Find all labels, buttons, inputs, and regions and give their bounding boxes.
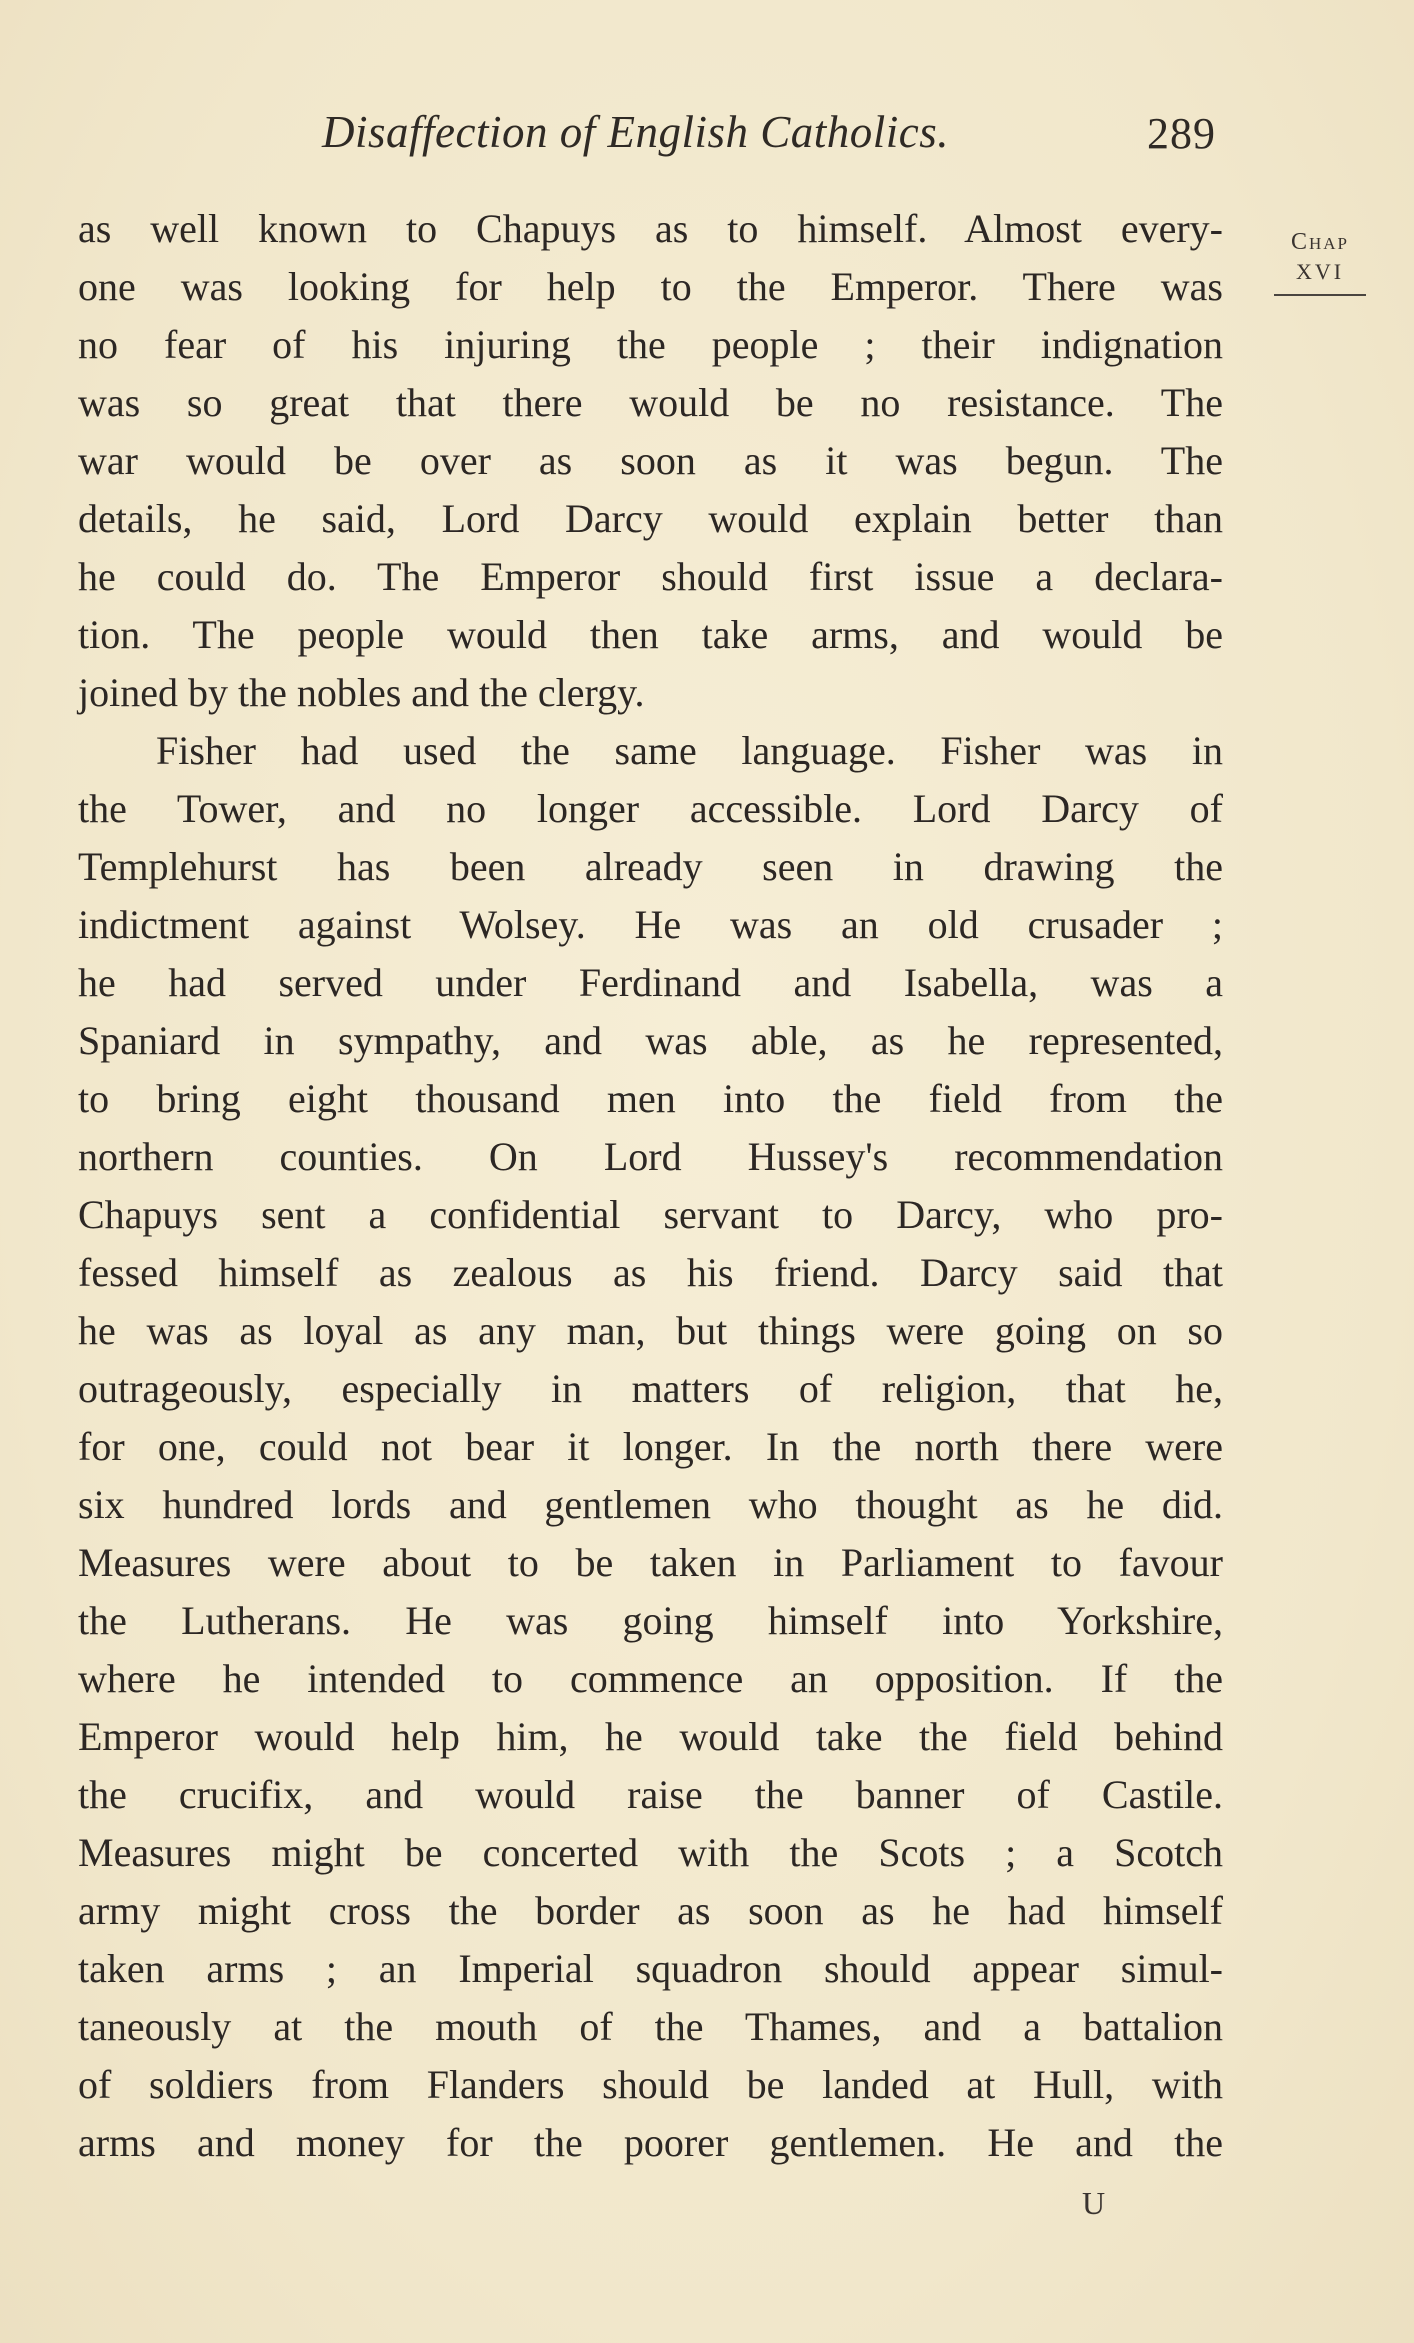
text-line: the Tower, and no longer accessible. Lord Darcy of (78, 786, 1223, 831)
running-head-title: Disaffection of English Catholics. (322, 107, 949, 157)
signature-mark: U (1082, 2185, 1107, 2221)
text-line: he could do. The Emperor should first issue a declara- (78, 554, 1223, 599)
text-line: as well known to Chapuys as to himself. Almost every- (78, 206, 1223, 251)
margin-chapter-note (1270, 228, 1370, 296)
page-number: 289 (1147, 109, 1216, 158)
text-line: tion. The people would then take arms, and would be (78, 612, 1223, 657)
text-line: where he intended to commence an opposition. If the (78, 1656, 1223, 1701)
text-line: Fisher had used the same language. Fisher was in (156, 728, 1223, 773)
text-line: to bring eight thousand men into the field from the (78, 1076, 1223, 1121)
text-line: Spaniard in sympathy, and was able, as he represented, (78, 1018, 1223, 1063)
margin-chapter-number: XVI (1274, 257, 1366, 296)
text-line: arms and money for the poorer gentlemen. He and the (78, 2120, 1223, 2165)
text-line: the Lutherans. He was going himself into Yorkshire, (78, 1598, 1223, 1643)
text-line: one was looking for help to the Emperor. There was (78, 264, 1223, 309)
text-line: details, he said, Lord Darcy would explain better than (78, 496, 1223, 541)
text-line: fessed himself as zealous as his friend. Darcy said that (78, 1250, 1223, 1295)
text-line: for one, could not bear it longer. In the north there were (78, 1424, 1223, 1469)
body-text (78, 200, 1223, 2172)
text-line: he was as loyal as any man, but things were going on so (78, 1308, 1223, 1353)
text-line: Measures were about to be taken in Parliament to favour (78, 1540, 1223, 1585)
text-line: no fear of his injuring the people ; their indignation (78, 322, 1223, 367)
margin-chapter-label: Chap (1290, 229, 1350, 255)
text-line: indictment against Wolsey. He was an old crusader ; (78, 902, 1223, 947)
text-line: army might cross the border as soon as he had himself (78, 1888, 1223, 1933)
text-line: was so great that there would be no resistance. The (78, 380, 1223, 425)
text-line: joined by the nobles and the clergy. (78, 670, 645, 715)
text-line: of soldiers from Flanders should be landed at Hull, with (78, 2062, 1223, 2107)
text-line: taken arms ; an Imperial squadron should appear simul- (78, 1946, 1223, 1991)
text-line: taneously at the mouth of the Thames, and a battalion (78, 2004, 1223, 2049)
text-line: Chapuys sent a confidential servant to Darcy, who pro- (78, 1192, 1223, 1237)
text-line: outrageously, especially in matters of religion, that he, (78, 1366, 1223, 1411)
text-line: he had served under Ferdinand and Isabella, was a (78, 960, 1223, 1005)
text-line: northern counties. On Lord Hussey's recommendation (78, 1134, 1223, 1179)
text-line: the crucifix, and would raise the banner of Castile. (78, 1772, 1223, 1817)
text-line: Measures might be concerted with the Scots ; a Scotch (78, 1830, 1223, 1875)
text-line: war would be over as soon as it was begun. The (78, 438, 1223, 483)
text-line: Templehurst has been already seen in drawing the (78, 844, 1223, 889)
text-line: six hundred lords and gentlemen who thought as he did. (78, 1482, 1223, 1527)
text-line: Emperor would help him, he would take the field behind (78, 1714, 1223, 1759)
